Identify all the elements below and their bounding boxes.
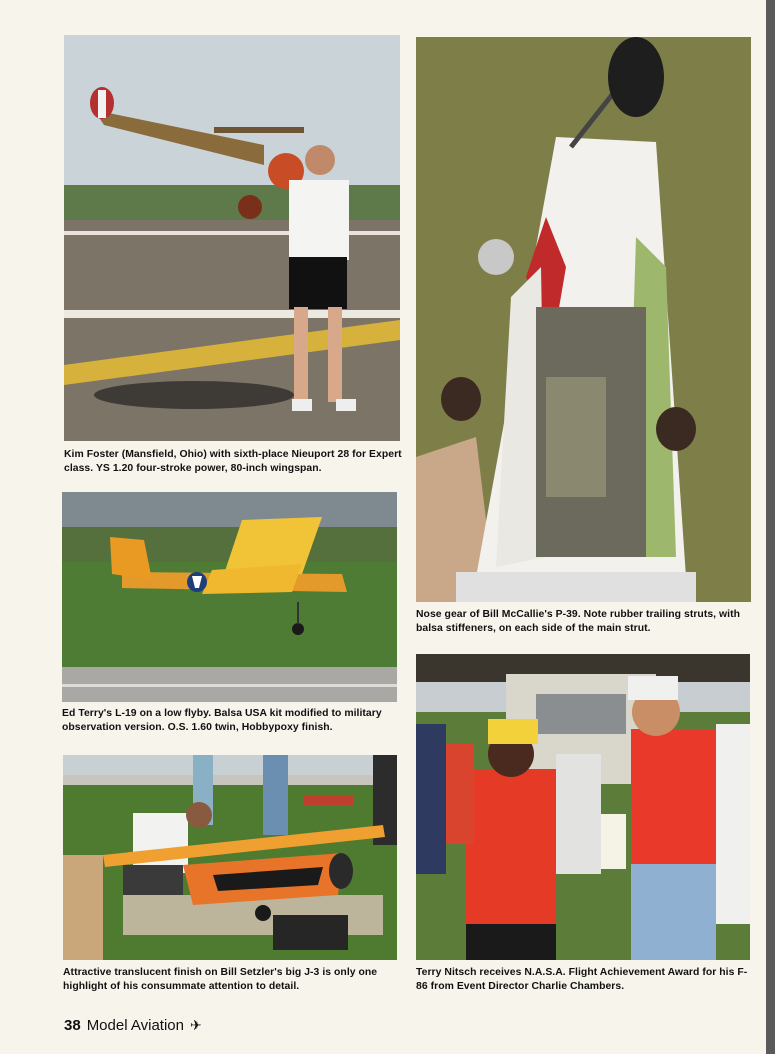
caption-setzler: Attractive translucent finish on Bill Setzler's big J-3 is only one highlight of his consummate attention to detail. <box>63 967 378 992</box>
caption-mccallie: Nose gear of Bill McCallie's P-39. Note rubber trailing struts, with balsa stiffeners, on each side of the main strut. <box>416 609 741 634</box>
photo-kim-foster-nieuport <box>64 35 400 441</box>
photo-p39-nose-gear <box>416 37 751 602</box>
page-number: 38 <box>64 1016 81 1034</box>
magazine-name: Model Aviation <box>86 1016 184 1034</box>
photo-ed-terry-l19 <box>62 492 397 702</box>
photo-nitsch-award <box>416 654 750 960</box>
airplane-icon: ✈ <box>189 1016 202 1033</box>
caption-ed-terry: Ed Terry's L-19 on a low flyby. Balsa USA kit modified to military observation version. O.S. 1.60 twin, Hobbypoxy finish. <box>62 708 382 733</box>
caption-nitsch: Terry Nitsch receives N.A.S.A. Flight Achievement Award for his F-86 from Event Director Charlie Chambers. <box>416 967 748 992</box>
page-edge <box>766 0 775 1054</box>
photo-setzler-j3 <box>63 755 397 960</box>
caption-kim-foster: Kim Foster (Mansfield, Ohio) with sixth-place Nieuport 28 for Expert class. YS 1.20 four-stroke power, 80-inch wingspan. <box>64 449 402 474</box>
page-footer <box>64 1014 202 1036</box>
